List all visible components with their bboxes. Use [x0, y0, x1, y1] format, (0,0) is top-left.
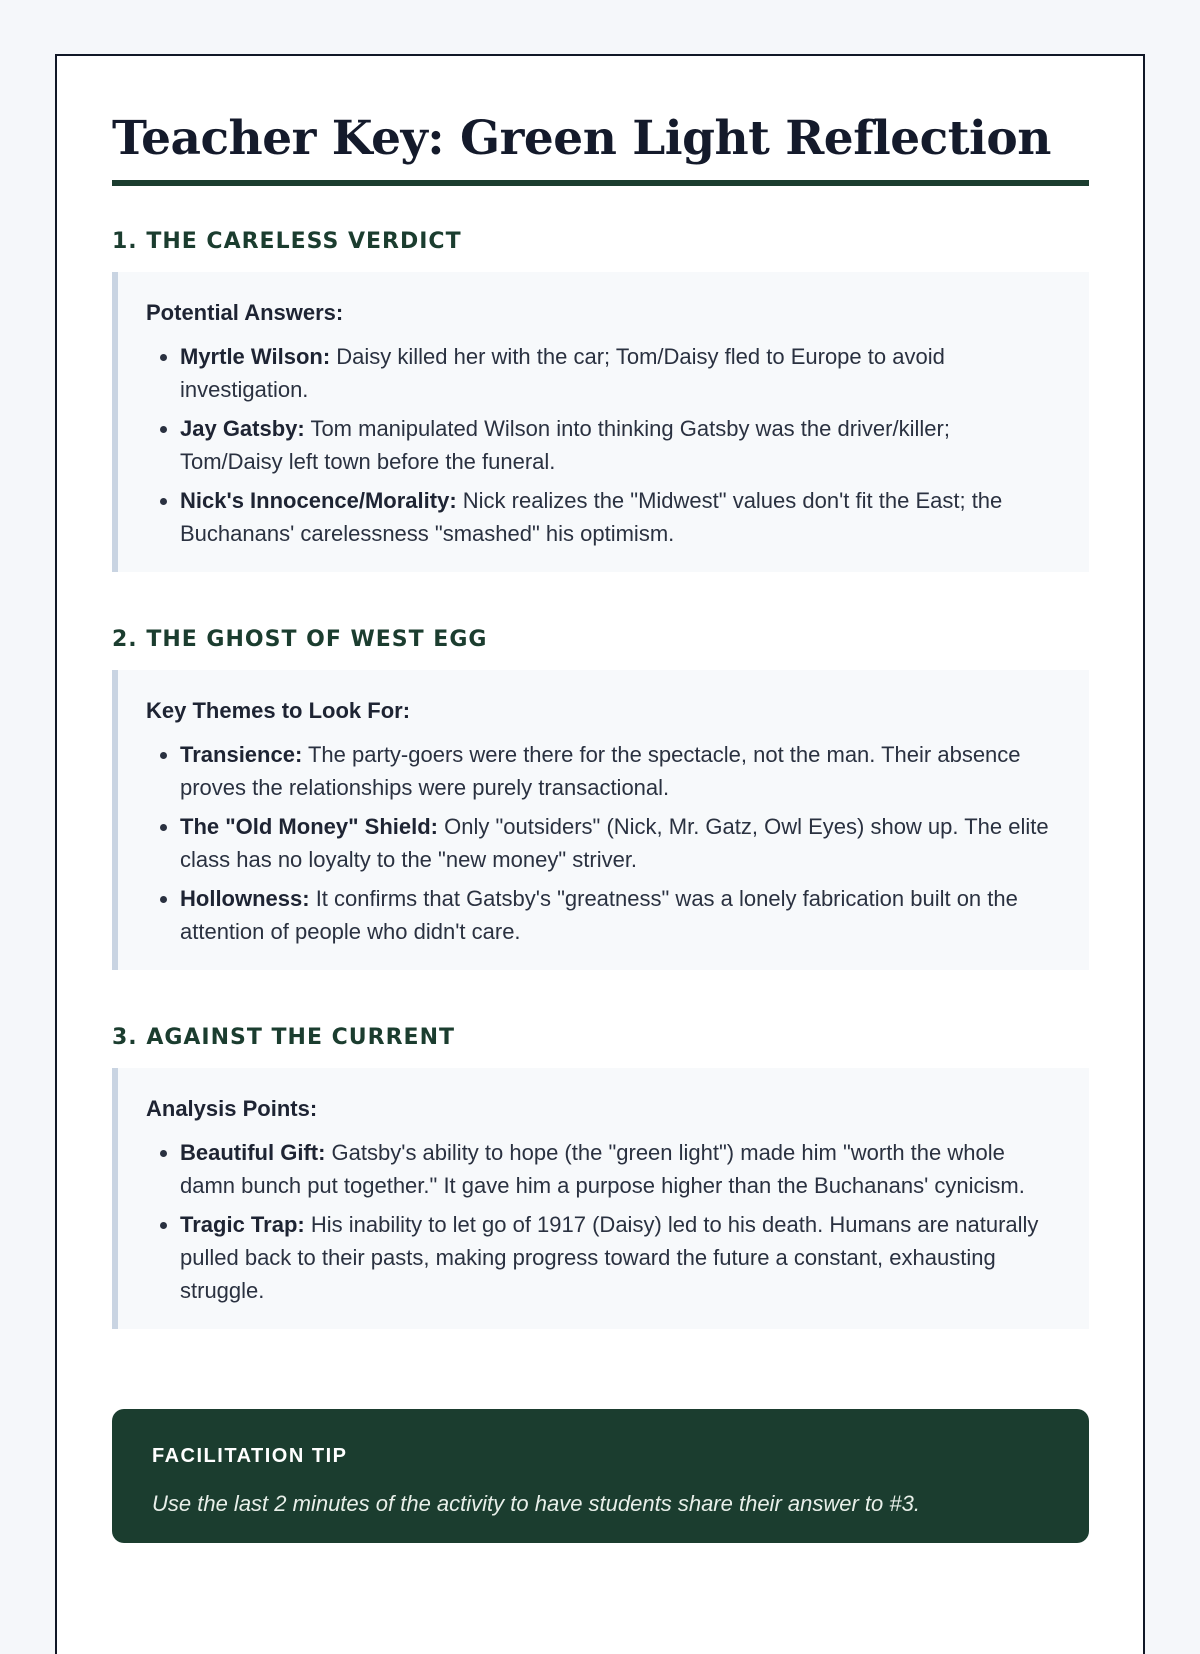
- item-text: His inability to let go of 1917 (Daisy) led to his death. Humans are naturally pulled back to their pasts, making progress toward the future a constant, exhausting struggle.: [180, 1212, 1039, 1304]
- section-ghost-of-west-egg: [112, 626, 1089, 970]
- item-term: The "Old Money" Shield:: [180, 814, 438, 840]
- list-item: [180, 340, 1055, 406]
- list-item: [180, 412, 1055, 478]
- facilitation-tip-box: [112, 1409, 1089, 1543]
- page-title: Teacher Key: Green Light Reflection: [112, 108, 1089, 186]
- section-heading: 1. THE CARELESS VERDICT: [112, 229, 462, 255]
- answer-list: [146, 738, 1055, 948]
- item-term: Beautiful Gift:: [180, 1140, 326, 1166]
- box-label: Potential Answers:: [146, 300, 344, 326]
- item-term: Hollowness:: [180, 886, 310, 912]
- box-label: Analysis Points:: [146, 1096, 318, 1122]
- answer-list: [146, 1136, 1055, 1307]
- answer-box: [112, 670, 1089, 970]
- list-item: [180, 738, 1055, 804]
- section-heading: 3. AGAINST THE CURRENT: [112, 1025, 455, 1051]
- item-term: Myrtle Wilson:: [180, 344, 331, 370]
- section-careless-verdict: [112, 228, 1089, 572]
- item-text: Tom manipulated Wilson into thinking Gatsby was the driver/killer; Tom/Daisy left town before the funeral.: [180, 416, 950, 475]
- answer-box: [112, 272, 1089, 572]
- list-item: [180, 1136, 1055, 1202]
- item-text: It confirms that Gatsby's "greatness" was a lonely fabrication built on the attention of people who didn't care.: [180, 886, 1018, 945]
- answer-box: [112, 1068, 1089, 1329]
- list-item: [180, 810, 1055, 876]
- item-term: Nick's Innocence/Morality:: [180, 488, 457, 514]
- item-text: Gatsby's ability to hope (the "green light") made him "worth the whole damn bunch put together." It gave him a purpose higher than the Buchanans' cynicism.: [180, 1140, 1025, 1199]
- tip-text: Use the last 2 minutes of the activity to have students share their answer to #3.: [152, 1491, 920, 1517]
- item-term: Tragic Trap:: [180, 1212, 305, 1238]
- answer-list: [146, 340, 1055, 550]
- section-heading: 2. THE GHOST OF WEST EGG: [112, 627, 488, 653]
- list-item: [180, 484, 1055, 550]
- item-text: Only "outsiders" (Nick, Mr. Gatz, Owl Eyes) show up. The elite class has no loyalty to the "new money" striver.: [180, 814, 1049, 873]
- section-against-the-current: [112, 1024, 1089, 1329]
- list-item: [180, 1208, 1055, 1307]
- tip-heading: FACILITATION TIP: [152, 1445, 348, 1468]
- list-item: [180, 882, 1055, 948]
- item-term: Transience:: [180, 742, 303, 768]
- item-term: Jay Gatsby:: [180, 416, 305, 442]
- item-text: The party-goers were there for the spectacle, not the man. Their absence proves the relationships were purely transactional.: [180, 742, 1021, 801]
- item-text: Daisy killed her with the car; Tom/Daisy fled to Europe to avoid investigation.: [180, 344, 945, 403]
- box-label: Key Themes to Look For:: [146, 698, 411, 724]
- item-text: Nick realizes the "Midwest" values don't fit the East; the Buchanans' carelessness "smashed" his optimism.: [180, 488, 1003, 547]
- answer-key-page: [55, 54, 1145, 1654]
